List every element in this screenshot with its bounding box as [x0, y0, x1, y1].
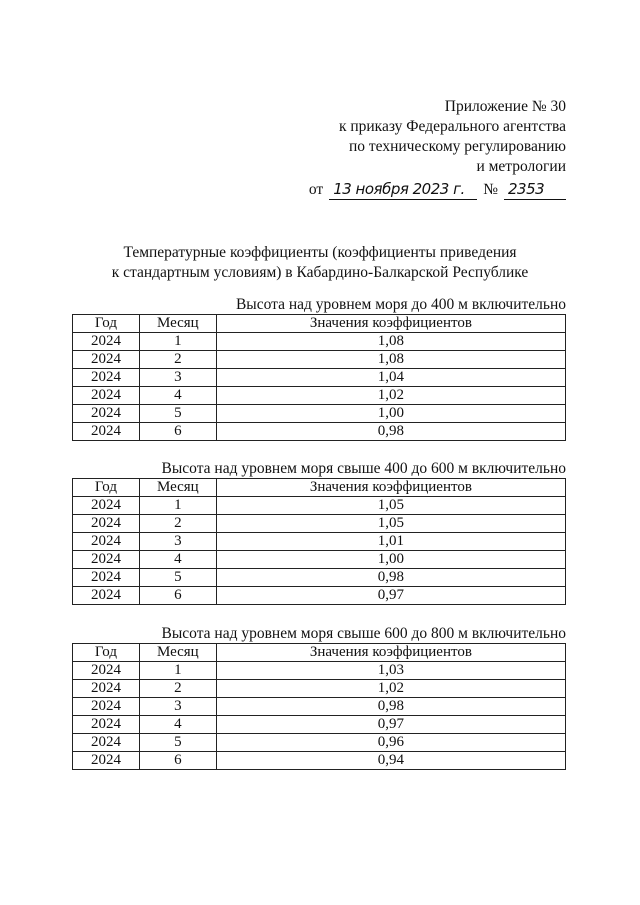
document-title [0, 243, 640, 283]
cell-year: 2024 [73, 405, 140, 423]
table-header-row [73, 479, 566, 497]
table-caption: Высота над уровнем моря свыше 600 до 800 м включительно [161, 625, 566, 642]
cell-value: 1,04 [216, 369, 565, 387]
table-row [73, 551, 566, 569]
cell-year: 2024 [73, 497, 140, 515]
cell-month: 6 [139, 587, 216, 605]
cell-value: 1,08 [216, 333, 565, 351]
cell-year: 2024 [73, 333, 140, 351]
cell-value: 0,98 [216, 423, 565, 441]
column-header-value: Значения коэффициентов [216, 315, 565, 333]
table-caption: Высота над уровнем моря до 400 м включительно [235, 296, 566, 313]
table-row [73, 533, 566, 551]
table-row [73, 662, 566, 680]
cell-value: 0,94 [216, 752, 565, 770]
cell-value: 1,05 [216, 497, 565, 515]
cell-month: 1 [139, 333, 216, 351]
cell-month: 5 [139, 734, 216, 752]
cell-year: 2024 [73, 587, 140, 605]
coefficients-table [72, 643, 566, 770]
cell-year: 2024 [73, 752, 140, 770]
coefficients-table [72, 478, 566, 605]
cell-month: 4 [139, 551, 216, 569]
coefficients-table-section-2 [72, 460, 566, 605]
table-row [73, 680, 566, 698]
cell-year: 2024 [73, 551, 140, 569]
column-header-year: Год [73, 315, 140, 333]
cell-month: 1 [139, 662, 216, 680]
cell-month: 6 [139, 752, 216, 770]
cell-year: 2024 [73, 716, 140, 734]
cell-value: 0,98 [216, 698, 565, 716]
table-row [73, 716, 566, 734]
cell-value: 1,02 [216, 387, 565, 405]
appendix-line: Приложение № 30 [444, 98, 566, 115]
title-line: Температурные коэффициенты (коэффициенты приведения [123, 244, 517, 261]
cell-value: 1,00 [216, 405, 565, 423]
table-row [73, 587, 566, 605]
column-header-month: Месяц [139, 315, 216, 333]
cell-month: 3 [139, 369, 216, 387]
cell-year: 2024 [73, 698, 140, 716]
cell-value: 1,01 [216, 533, 565, 551]
appendix-line: к приказу Федерального агентства [338, 118, 566, 135]
cell-month: 3 [139, 533, 216, 551]
cell-value: 0,96 [216, 734, 565, 752]
order-date-number [309, 179, 566, 200]
coefficients-table-section-3 [72, 625, 566, 770]
table-caption: Высота над уровнем моря свыше 400 до 600 м включительно [161, 460, 566, 477]
column-header-value: Значения коэффициентов [216, 644, 565, 662]
cell-month: 2 [139, 351, 216, 369]
appendix-header [309, 97, 566, 200]
table-header-row [73, 644, 566, 662]
cell-value: 0,97 [216, 587, 565, 605]
table-row [73, 734, 566, 752]
cell-year: 2024 [73, 351, 140, 369]
table-header-row [73, 315, 566, 333]
cell-year: 2024 [73, 369, 140, 387]
table-row [73, 333, 566, 351]
cell-year: 2024 [73, 680, 140, 698]
table-row [73, 752, 566, 770]
cell-month: 2 [139, 515, 216, 533]
cell-value: 1,08 [216, 351, 565, 369]
cell-year: 2024 [73, 387, 140, 405]
column-header-month: Месяц [139, 644, 216, 662]
cell-year: 2024 [73, 423, 140, 441]
cell-value: 0,98 [216, 569, 565, 587]
table-row [73, 497, 566, 515]
cell-month: 4 [139, 716, 216, 734]
cell-value: 1,00 [216, 551, 565, 569]
handwritten-number: 2353 [504, 179, 566, 200]
cell-month: 1 [139, 497, 216, 515]
table-row [73, 569, 566, 587]
cell-year: 2024 [73, 734, 140, 752]
coefficients-table-section-1 [72, 296, 566, 441]
cell-value: 1,05 [216, 515, 565, 533]
handwritten-date: 13 ноября 2023 г. [329, 179, 477, 200]
appendix-line: и метрологии [476, 158, 566, 175]
cell-year: 2024 [73, 569, 140, 587]
cell-value: 0,97 [216, 716, 565, 734]
table-row [73, 351, 566, 369]
cell-month: 5 [139, 405, 216, 423]
cell-month: 3 [139, 698, 216, 716]
number-prefix: № [483, 181, 498, 198]
cell-year: 2024 [73, 533, 140, 551]
appendix-line: по техническому регулированию [348, 138, 566, 155]
cell-month: 2 [139, 680, 216, 698]
table-row [73, 369, 566, 387]
column-header-year: Год [73, 644, 140, 662]
table-row [73, 698, 566, 716]
cell-value: 1,03 [216, 662, 565, 680]
column-header-month: Месяц [139, 479, 216, 497]
table-row [73, 405, 566, 423]
table-row [73, 515, 566, 533]
column-header-year: Год [73, 479, 140, 497]
cell-month: 6 [139, 423, 216, 441]
table-row [73, 423, 566, 441]
cell-month: 4 [139, 387, 216, 405]
date-prefix: от [308, 181, 324, 198]
column-header-value: Значения коэффициентов [216, 479, 565, 497]
cell-month: 5 [139, 569, 216, 587]
cell-year: 2024 [73, 515, 140, 533]
title-line: к стандартным условиям) в Кабардино-Балкарской Республике [111, 264, 529, 281]
table-row [73, 387, 566, 405]
coefficients-table [72, 314, 566, 441]
cell-year: 2024 [73, 662, 140, 680]
cell-value: 1,02 [216, 680, 565, 698]
